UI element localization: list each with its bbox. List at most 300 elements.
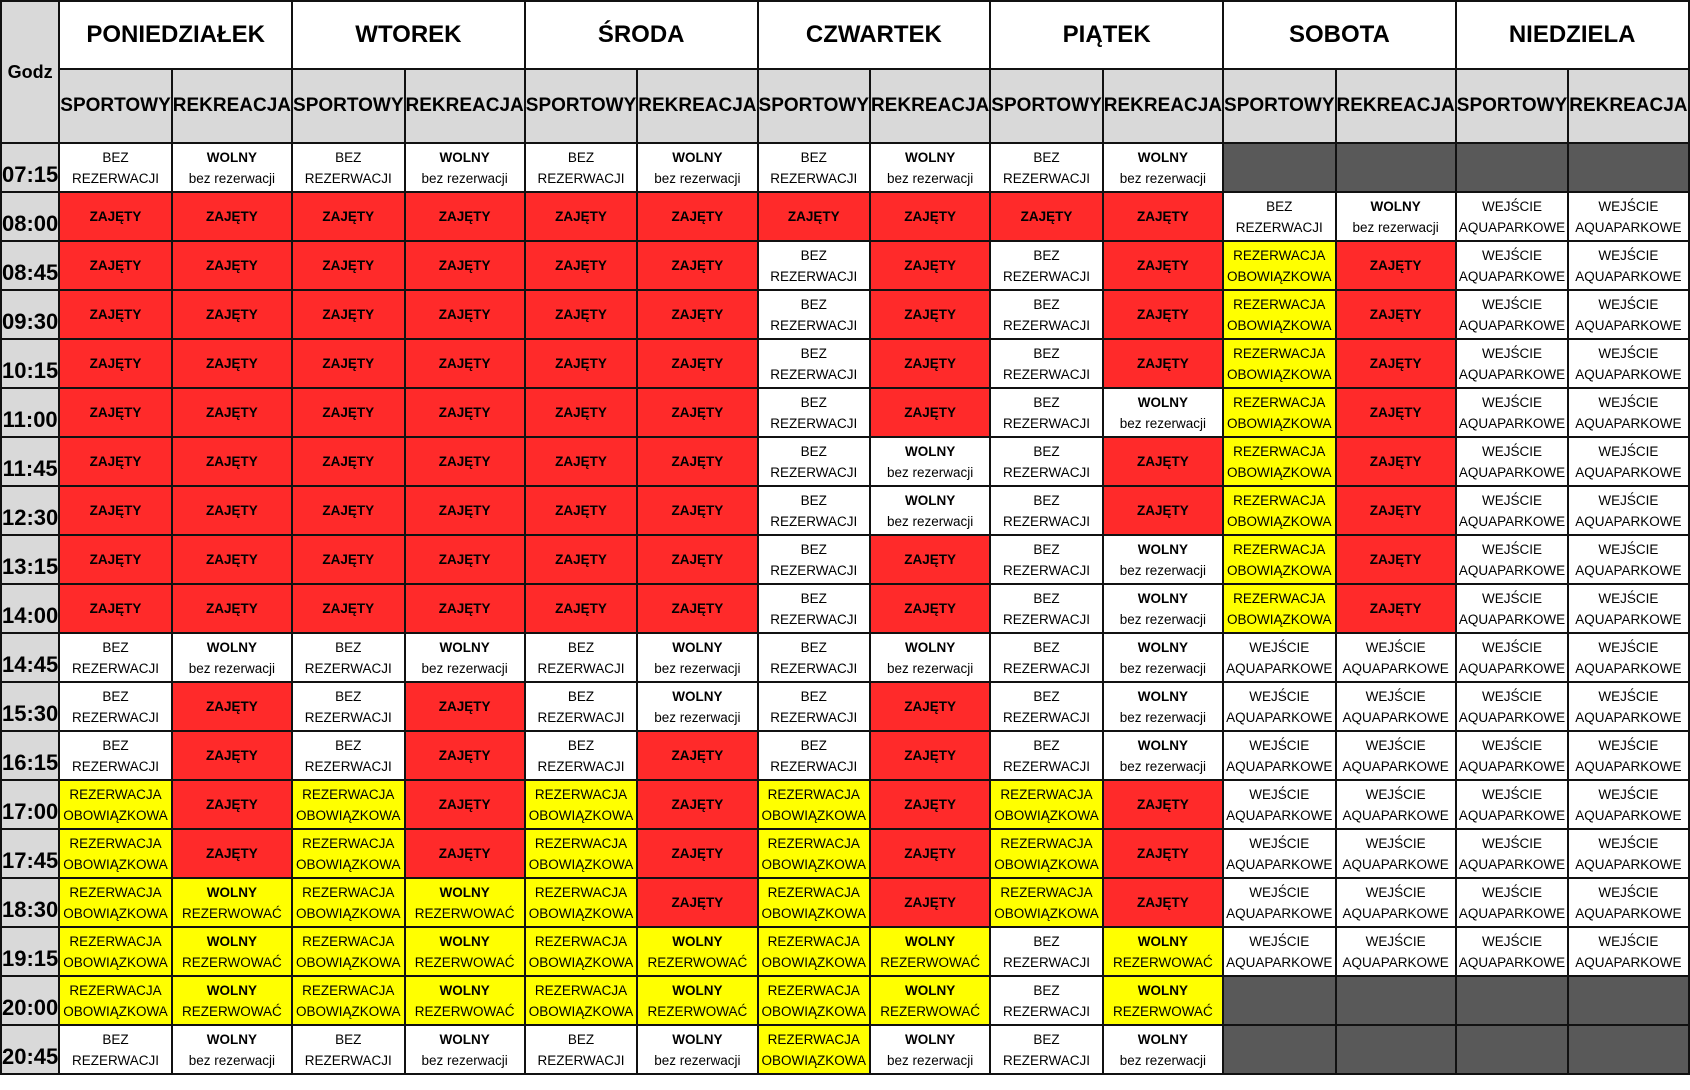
status-busy: ZAJĘTY: [405, 339, 525, 388]
status-busy: ZAJĘTY: [59, 192, 172, 241]
status-line-1: REZERWACJA: [1000, 835, 1093, 851]
status-aquapark-entry: [1336, 780, 1456, 829]
status-busy: ZAJĘTY: [870, 388, 990, 437]
status-line-1: WEJŚCIE: [1482, 492, 1543, 508]
status-busy: ZAJĘTY: [172, 241, 292, 290]
day-header: WTOREK: [292, 1, 525, 69]
status-reservation-required: [525, 878, 638, 927]
status-reservation-required: [758, 829, 871, 878]
status-line-1: WEJŚCIE: [1598, 541, 1659, 557]
status-aquapark-entry: [1456, 535, 1569, 584]
status-no-reservation: BEZ REZERWACJI: [990, 143, 1103, 192]
status-line-1: REZERWACJA: [534, 933, 628, 949]
time-slot-label: 14:45: [2, 651, 59, 677]
status-free-no-reservation: [1103, 633, 1223, 682]
status-aquapark-entry: [1568, 535, 1688, 584]
status-line-2: REZERWOWAĆ: [647, 1003, 748, 1019]
status-line-2: REZERWOWAĆ: [880, 954, 981, 970]
status-line-1: WEJŚCIE: [1482, 198, 1543, 214]
status-no-reservation: BEZ REZERWACJI: [758, 143, 871, 192]
status-reservation-required: [292, 976, 405, 1025]
status-line-1: WOLNY: [1137, 541, 1189, 557]
status-no-reservation: BEZ REZERWACJI: [990, 535, 1103, 584]
status-reservation-required: [758, 780, 871, 829]
status-busy: ZAJĘTY: [405, 829, 525, 878]
day-header: NIEDZIELA: [1456, 1, 1689, 69]
status-aquapark-entry: [1456, 241, 1569, 290]
status-line-2: bez rezerwacji: [654, 709, 741, 725]
lane-type-sport-header: SPORTOWY: [990, 69, 1103, 143]
status-closed: [1568, 976, 1688, 1025]
status-busy: ZAJĘTY: [172, 682, 292, 731]
status-aquapark-entry: [1223, 878, 1336, 927]
status-line-1: REZERWACJA: [767, 933, 860, 949]
status-busy: ZAJĘTY: [637, 584, 757, 633]
status-line-2: AQUAPARKOWE: [1458, 954, 1566, 970]
status-line-1: WOLNY: [672, 982, 723, 998]
status-no-reservation: BEZ REZERWACJI: [758, 731, 871, 780]
status-aquapark-entry: [1568, 241, 1688, 290]
status-no-reservation: BEZ REZERWACJI: [758, 290, 871, 339]
time-slot-label: 19:15: [2, 945, 59, 971]
status-no-reservation: BEZ REZERWACJI: [990, 633, 1103, 682]
status-aquapark-entry: [1336, 829, 1456, 878]
status-no-reservation: BEZ REZERWACJI: [292, 633, 405, 682]
status-busy: ZAJĘTY: [292, 437, 405, 486]
table-row: [1, 976, 1689, 1025]
lane-type-recreation-header: REKREACJA: [1568, 69, 1688, 143]
status-line-1: WEJŚCIE: [1598, 443, 1659, 459]
status-line-2: AQUAPARKOWE: [1458, 709, 1566, 725]
status-closed: [1568, 143, 1688, 192]
status-reservation-required: [59, 829, 172, 878]
status-busy: ZAJĘTY: [405, 731, 525, 780]
status-line-1: WEJŚCIE: [1249, 688, 1310, 704]
status-busy: ZAJĘTY: [1103, 339, 1223, 388]
status-line-1: WOLNY: [672, 639, 723, 655]
status-busy: ZAJĘTY: [990, 192, 1103, 241]
status-line-1: REZERWACJA: [69, 884, 162, 900]
status-line-1: WEJŚCIE: [1482, 884, 1543, 900]
status-line-2: bez rezerwacji: [188, 660, 276, 676]
status-line-1: REZERWACJA: [1000, 786, 1093, 802]
status-line-2: AQUAPARKOWE: [1575, 709, 1682, 725]
status-line-1: REZERWACJA: [767, 884, 860, 900]
status-line-2: AQUAPARKOWE: [1458, 513, 1566, 529]
status-line-1: WOLNY: [672, 688, 723, 704]
status-line-2: OBOWIĄZKOWA: [296, 856, 401, 872]
status-reservation-required: [990, 878, 1103, 927]
status-line-2: OBOWIĄZKOWA: [761, 954, 867, 970]
status-busy: ZAJĘTY: [1336, 339, 1456, 388]
status-line-1: WEJŚCIE: [1365, 835, 1426, 851]
status-line-2: REZERWOWAĆ: [647, 954, 748, 970]
status-line-2: AQUAPARKOWE: [1575, 905, 1682, 921]
status-busy: ZAJĘTY: [1336, 535, 1456, 584]
status-line-2: AQUAPARKOWE: [1342, 856, 1449, 872]
time-slot: [1, 829, 59, 878]
status-line-2: OBOWIĄZKOWA: [761, 807, 867, 823]
status-busy: ZAJĘTY: [59, 584, 172, 633]
time-slot: [1, 535, 59, 584]
status-aquapark-entry: [1568, 633, 1688, 682]
table-row: [1, 780, 1689, 829]
status-free-reserve: [870, 976, 990, 1025]
status-no-reservation: BEZ REZERWACJI: [990, 241, 1103, 290]
time-slot-label: 11:00: [2, 406, 58, 432]
table-row: [1, 682, 1689, 731]
status-free-no-reservation: [1103, 584, 1223, 633]
status-line-1: REZERWACJA: [1233, 541, 1326, 557]
status-line-2: AQUAPARKOWE: [1226, 905, 1333, 921]
time-slot: [1, 878, 59, 927]
status-line-1: WEJŚCIE: [1598, 247, 1659, 263]
lane-type-recreation-header: REKREACJA: [405, 69, 525, 143]
status-busy: ZAJĘTY: [870, 829, 990, 878]
time-slot: [1, 927, 59, 976]
status-busy: ZAJĘTY: [525, 437, 638, 486]
status-line-2: OBOWIĄZKOWA: [63, 905, 168, 921]
status-line-1: WEJŚCIE: [1598, 933, 1659, 949]
status-busy: ZAJĘTY: [172, 584, 292, 633]
status-aquapark-entry: [1568, 780, 1688, 829]
status-line-1: WOLNY: [1370, 198, 1421, 214]
lane-type-sport-header: SPORTOWY: [59, 69, 172, 143]
time-slot: [1, 780, 59, 829]
status-line-1: WEJŚCIE: [1598, 835, 1659, 851]
status-no-reservation: BEZ REZERWACJI: [990, 339, 1103, 388]
status-line-2: bez rezerwacji: [887, 1052, 974, 1068]
status-free-reserve: [1103, 976, 1223, 1025]
time-slot: [1, 731, 59, 780]
table-row: [1, 535, 1689, 584]
status-line-1: WOLNY: [206, 982, 258, 998]
status-busy: ZAJĘTY: [870, 535, 990, 584]
status-busy: ZAJĘTY: [870, 780, 990, 829]
status-free-no-reservation: [405, 1025, 525, 1074]
status-aquapark-entry: [1456, 927, 1569, 976]
status-free-no-reservation: [870, 1025, 990, 1074]
status-line-2: AQUAPARKOWE: [1458, 562, 1566, 578]
table-row: [1, 486, 1689, 535]
status-busy: ZAJĘTY: [405, 486, 525, 535]
status-free-no-reservation: [637, 143, 757, 192]
status-line-1: WEJŚCIE: [1249, 737, 1310, 753]
status-no-reservation: BEZ REZERWACJI: [59, 731, 172, 780]
status-line-2: OBOWIĄZKOWA: [761, 905, 867, 921]
status-no-reservation: BEZ REZERWACJI: [758, 633, 871, 682]
table-row: [1, 388, 1689, 437]
status-reservation-required: [1223, 486, 1336, 535]
status-aquapark-entry: [1456, 878, 1569, 927]
status-line-1: WOLNY: [905, 1031, 956, 1047]
status-no-reservation: BEZ REZERWACJI: [525, 633, 638, 682]
status-busy: ZAJĘTY: [172, 780, 292, 829]
status-busy: ZAJĘTY: [637, 388, 757, 437]
status-line-1: WEJŚCIE: [1482, 345, 1543, 361]
status-line-1: REZERWACJA: [534, 884, 628, 900]
status-aquapark-entry: [1223, 633, 1336, 682]
status-busy: ZAJĘTY: [292, 388, 405, 437]
status-line-1: WEJŚCIE: [1249, 884, 1310, 900]
time-slot: [1, 388, 59, 437]
day-header: PONIEDZIAŁEK: [59, 1, 292, 69]
status-line-1: WEJŚCIE: [1365, 639, 1426, 655]
status-line-2: OBOWIĄZKOWA: [528, 905, 634, 921]
status-busy: ZAJĘTY: [637, 290, 757, 339]
status-line-1: WOLNY: [439, 149, 490, 165]
status-busy: ZAJĘTY: [1103, 486, 1223, 535]
status-reservation-required: [758, 878, 871, 927]
lane-type-recreation-header: REKREACJA: [1336, 69, 1456, 143]
status-busy: ZAJĘTY: [172, 192, 292, 241]
status-line-2: REZERWOWAĆ: [1113, 1003, 1213, 1019]
status-busy: ZAJĘTY: [172, 535, 292, 584]
status-line-1: WEJŚCIE: [1598, 786, 1659, 802]
status-line-1: WEJŚCIE: [1598, 394, 1659, 410]
status-line-1: WEJŚCIE: [1365, 933, 1426, 949]
status-line-1: REZERWACJA: [69, 835, 162, 851]
status-line-1: REZERWACJA: [1233, 443, 1326, 459]
status-line-2: REZERWOWAĆ: [182, 1003, 282, 1019]
status-line-2: OBOWIĄZKOWA: [528, 856, 634, 872]
status-free-reserve: [405, 878, 525, 927]
status-line-1: REZERWACJA: [534, 982, 628, 998]
status-line-2: bez rezerwacji: [887, 170, 974, 186]
status-line-2: OBOWIĄZKOWA: [1227, 513, 1332, 529]
status-line-1: WOLNY: [439, 1031, 490, 1047]
time-slot: [1, 584, 59, 633]
status-line-1: WOLNY: [206, 149, 258, 165]
status-line-1: REZERWACJA: [1233, 394, 1326, 410]
status-aquapark-entry: [1456, 388, 1569, 437]
status-line-1: REZERWACJA: [534, 835, 628, 851]
status-no-reservation: BEZ REZERWACJI: [59, 682, 172, 731]
status-busy: ZAJĘTY: [59, 339, 172, 388]
status-no-reservation: BEZ REZERWACJI: [758, 437, 871, 486]
status-free-no-reservation: [1103, 682, 1223, 731]
status-busy: ZAJĘTY: [637, 339, 757, 388]
status-busy: ZAJĘTY: [59, 241, 172, 290]
status-line-2: REZERWOWAĆ: [1113, 954, 1213, 970]
status-line-1: WEJŚCIE: [1482, 443, 1543, 459]
status-reservation-required: [292, 878, 405, 927]
status-line-1: WEJŚCIE: [1249, 933, 1310, 949]
status-line-1: REZERWACJA: [1000, 884, 1093, 900]
status-line-1: WOLNY: [905, 982, 956, 998]
status-line-2: AQUAPARKOWE: [1226, 758, 1333, 774]
status-free-no-reservation: [405, 143, 525, 192]
time-slot-label: 10:15: [2, 357, 59, 383]
status-busy: ZAJĘTY: [292, 241, 405, 290]
status-reservation-required: [1223, 535, 1336, 584]
status-line-2: AQUAPARKOWE: [1575, 856, 1682, 872]
status-line-1: WEJŚCIE: [1482, 247, 1543, 263]
status-busy: ZAJĘTY: [1103, 290, 1223, 339]
status-line-2: OBOWIĄZKOWA: [761, 1052, 867, 1068]
status-busy: ZAJĘTY: [292, 584, 405, 633]
status-line-2: bez rezerwacji: [421, 170, 508, 186]
status-line-2: OBOWIĄZKOWA: [528, 954, 634, 970]
status-free-no-reservation: [1103, 388, 1223, 437]
status-line-2: AQUAPARKOWE: [1226, 807, 1333, 823]
status-line-2: bez rezerwacji: [887, 464, 974, 480]
status-busy: ZAJĘTY: [59, 486, 172, 535]
time-slot-label: 20:00: [2, 994, 59, 1020]
table-row: [1, 878, 1689, 927]
time-slot-label: 11:45: [2, 455, 58, 481]
status-line-1: WOLNY: [905, 443, 956, 459]
status-line-2: AQUAPARKOWE: [1458, 660, 1566, 676]
status-line-1: WEJŚCIE: [1598, 737, 1659, 753]
status-reservation-required: [990, 780, 1103, 829]
status-busy: ZAJĘTY: [172, 731, 292, 780]
status-line-2: AQUAPARKOWE: [1575, 464, 1682, 480]
status-line-1: WEJŚCIE: [1598, 639, 1659, 655]
status-busy: ZAJĘTY: [525, 290, 638, 339]
status-line-1: WEJŚCIE: [1482, 590, 1543, 606]
status-aquapark-entry: [1223, 682, 1336, 731]
status-busy: ZAJĘTY: [525, 241, 638, 290]
table-row: [1, 339, 1689, 388]
status-line-1: WEJŚCIE: [1365, 786, 1426, 802]
status-busy: ZAJĘTY: [59, 535, 172, 584]
status-free-no-reservation: [870, 486, 990, 535]
status-reservation-required: [292, 829, 405, 878]
status-line-2: AQUAPARKOWE: [1342, 660, 1449, 676]
status-line-1: WOLNY: [439, 982, 490, 998]
day-header: CZWARTEK: [758, 1, 991, 69]
status-line-1: WEJŚCIE: [1249, 786, 1310, 802]
time-slot-label: 16:15: [2, 749, 59, 775]
status-line-1: WOLNY: [439, 933, 490, 949]
status-line-1: WEJŚCIE: [1598, 688, 1659, 704]
status-line-2: AQUAPARKOWE: [1342, 807, 1449, 823]
status-busy: ZAJĘTY: [1103, 241, 1223, 290]
table-row: [1, 1025, 1689, 1074]
time-column-header: Godz: [1, 1, 59, 143]
status-line-1: WEJŚCIE: [1365, 688, 1426, 704]
status-line-1: WOLNY: [206, 933, 258, 949]
lane-type-sport-header: SPORTOWY: [758, 69, 871, 143]
status-no-reservation: BEZ REZERWACJI: [990, 584, 1103, 633]
status-aquapark-entry: [1456, 192, 1569, 241]
status-line-1: WOLNY: [206, 639, 258, 655]
lane-type-recreation-header: REKREACJA: [637, 69, 757, 143]
status-line-1: REZERWACJA: [1233, 590, 1326, 606]
status-reservation-required: [1223, 339, 1336, 388]
status-busy: ZAJĘTY: [1103, 878, 1223, 927]
status-line-2: AQUAPARKOWE: [1458, 856, 1566, 872]
status-free-reserve: [637, 976, 757, 1025]
status-free-no-reservation: [172, 1025, 292, 1074]
status-aquapark-entry: [1456, 731, 1569, 780]
status-line-2: AQUAPARKOWE: [1226, 856, 1333, 872]
status-line-2: AQUAPARKOWE: [1575, 317, 1682, 333]
status-no-reservation: BEZ REZERWACJI: [758, 486, 871, 535]
status-line-2: OBOWIĄZKOWA: [296, 807, 401, 823]
status-aquapark-entry: [1223, 927, 1336, 976]
status-reservation-required: [59, 878, 172, 927]
status-busy: ZAJĘTY: [1336, 388, 1456, 437]
status-line-1: WEJŚCIE: [1365, 737, 1426, 753]
status-reservation-required: [59, 780, 172, 829]
status-line-1: WOLNY: [206, 884, 258, 900]
status-closed: [1456, 143, 1569, 192]
status-line-1: WOLNY: [1137, 590, 1189, 606]
time-slot-label: 18:30: [2, 896, 59, 922]
status-line-1: WOLNY: [1137, 933, 1189, 949]
status-busy: ZAJĘTY: [59, 437, 172, 486]
status-line-2: bez rezerwacji: [1119, 415, 1207, 431]
status-busy: ZAJĘTY: [525, 535, 638, 584]
status-aquapark-entry: [1456, 437, 1569, 486]
status-line-1: WEJŚCIE: [1482, 737, 1543, 753]
status-line-1: WEJŚCIE: [1598, 884, 1659, 900]
status-line-2: AQUAPARKOWE: [1575, 758, 1682, 774]
status-no-reservation: BEZ REZERWACJI: [525, 143, 638, 192]
day-header: SOBOTA: [1223, 1, 1456, 69]
status-line-1: WOLNY: [1137, 149, 1189, 165]
time-slot-label: 14:00: [2, 602, 59, 628]
status-line-2: AQUAPARKOWE: [1575, 513, 1682, 529]
status-aquapark-entry: [1336, 633, 1456, 682]
status-no-reservation: BEZ REZERWACJI: [990, 1025, 1103, 1074]
status-line-2: bez rezerwacji: [654, 660, 741, 676]
status-line-2: AQUAPARKOWE: [1342, 954, 1449, 970]
status-free-reserve: [1103, 927, 1223, 976]
lane-type-sport-header: SPORTOWY: [525, 69, 638, 143]
status-busy: ZAJĘTY: [1103, 437, 1223, 486]
status-busy: ZAJĘTY: [525, 584, 638, 633]
time-slot: [1, 290, 59, 339]
time-slot-label: 07:15: [2, 161, 59, 187]
status-free-no-reservation: [870, 143, 990, 192]
time-slot-label: 17:45: [2, 847, 59, 873]
status-line-2: bez rezerwacji: [654, 170, 741, 186]
status-line-2: OBOWIĄZKOWA: [296, 905, 401, 921]
status-line-2: OBOWIĄZKOWA: [1227, 415, 1332, 431]
status-line-1: WEJŚCIE: [1482, 786, 1543, 802]
status-reservation-required: [59, 976, 172, 1025]
status-line-2: AQUAPARKOWE: [1575, 562, 1682, 578]
time-slot: [1, 682, 59, 731]
status-no-reservation: BEZ REZERWACJI: [525, 1025, 638, 1074]
status-aquapark-entry: [1568, 584, 1688, 633]
status-line-2: OBOWIĄZKOWA: [994, 856, 1099, 872]
time-slot: [1, 192, 59, 241]
day-header: ŚRODA: [525, 1, 758, 69]
status-line-2: OBOWIĄZKOWA: [296, 1003, 401, 1019]
status-aquapark-entry: [1568, 339, 1688, 388]
status-line-2: AQUAPARKOWE: [1458, 268, 1566, 284]
status-line-2: bez rezerwacji: [887, 660, 974, 676]
status-line-1: REZERWACJA: [1233, 296, 1326, 312]
status-no-reservation: BEZ REZERWACJI: [758, 339, 871, 388]
status-no-reservation: BEZ REZERWACJI: [990, 290, 1103, 339]
status-line-1: WEJŚCIE: [1598, 296, 1659, 312]
status-line-2: REZERWOWAĆ: [880, 1003, 981, 1019]
status-free-no-reservation: [405, 633, 525, 682]
status-busy: ZAJĘTY: [405, 290, 525, 339]
status-free-no-reservation: [1336, 192, 1456, 241]
time-slot: [1, 633, 59, 682]
time-slot-label: 09:30: [2, 308, 59, 334]
status-reservation-required: [292, 927, 405, 976]
status-busy: ZAJĘTY: [172, 339, 292, 388]
status-busy: ZAJĘTY: [525, 486, 638, 535]
status-reservation-required: [1223, 290, 1336, 339]
